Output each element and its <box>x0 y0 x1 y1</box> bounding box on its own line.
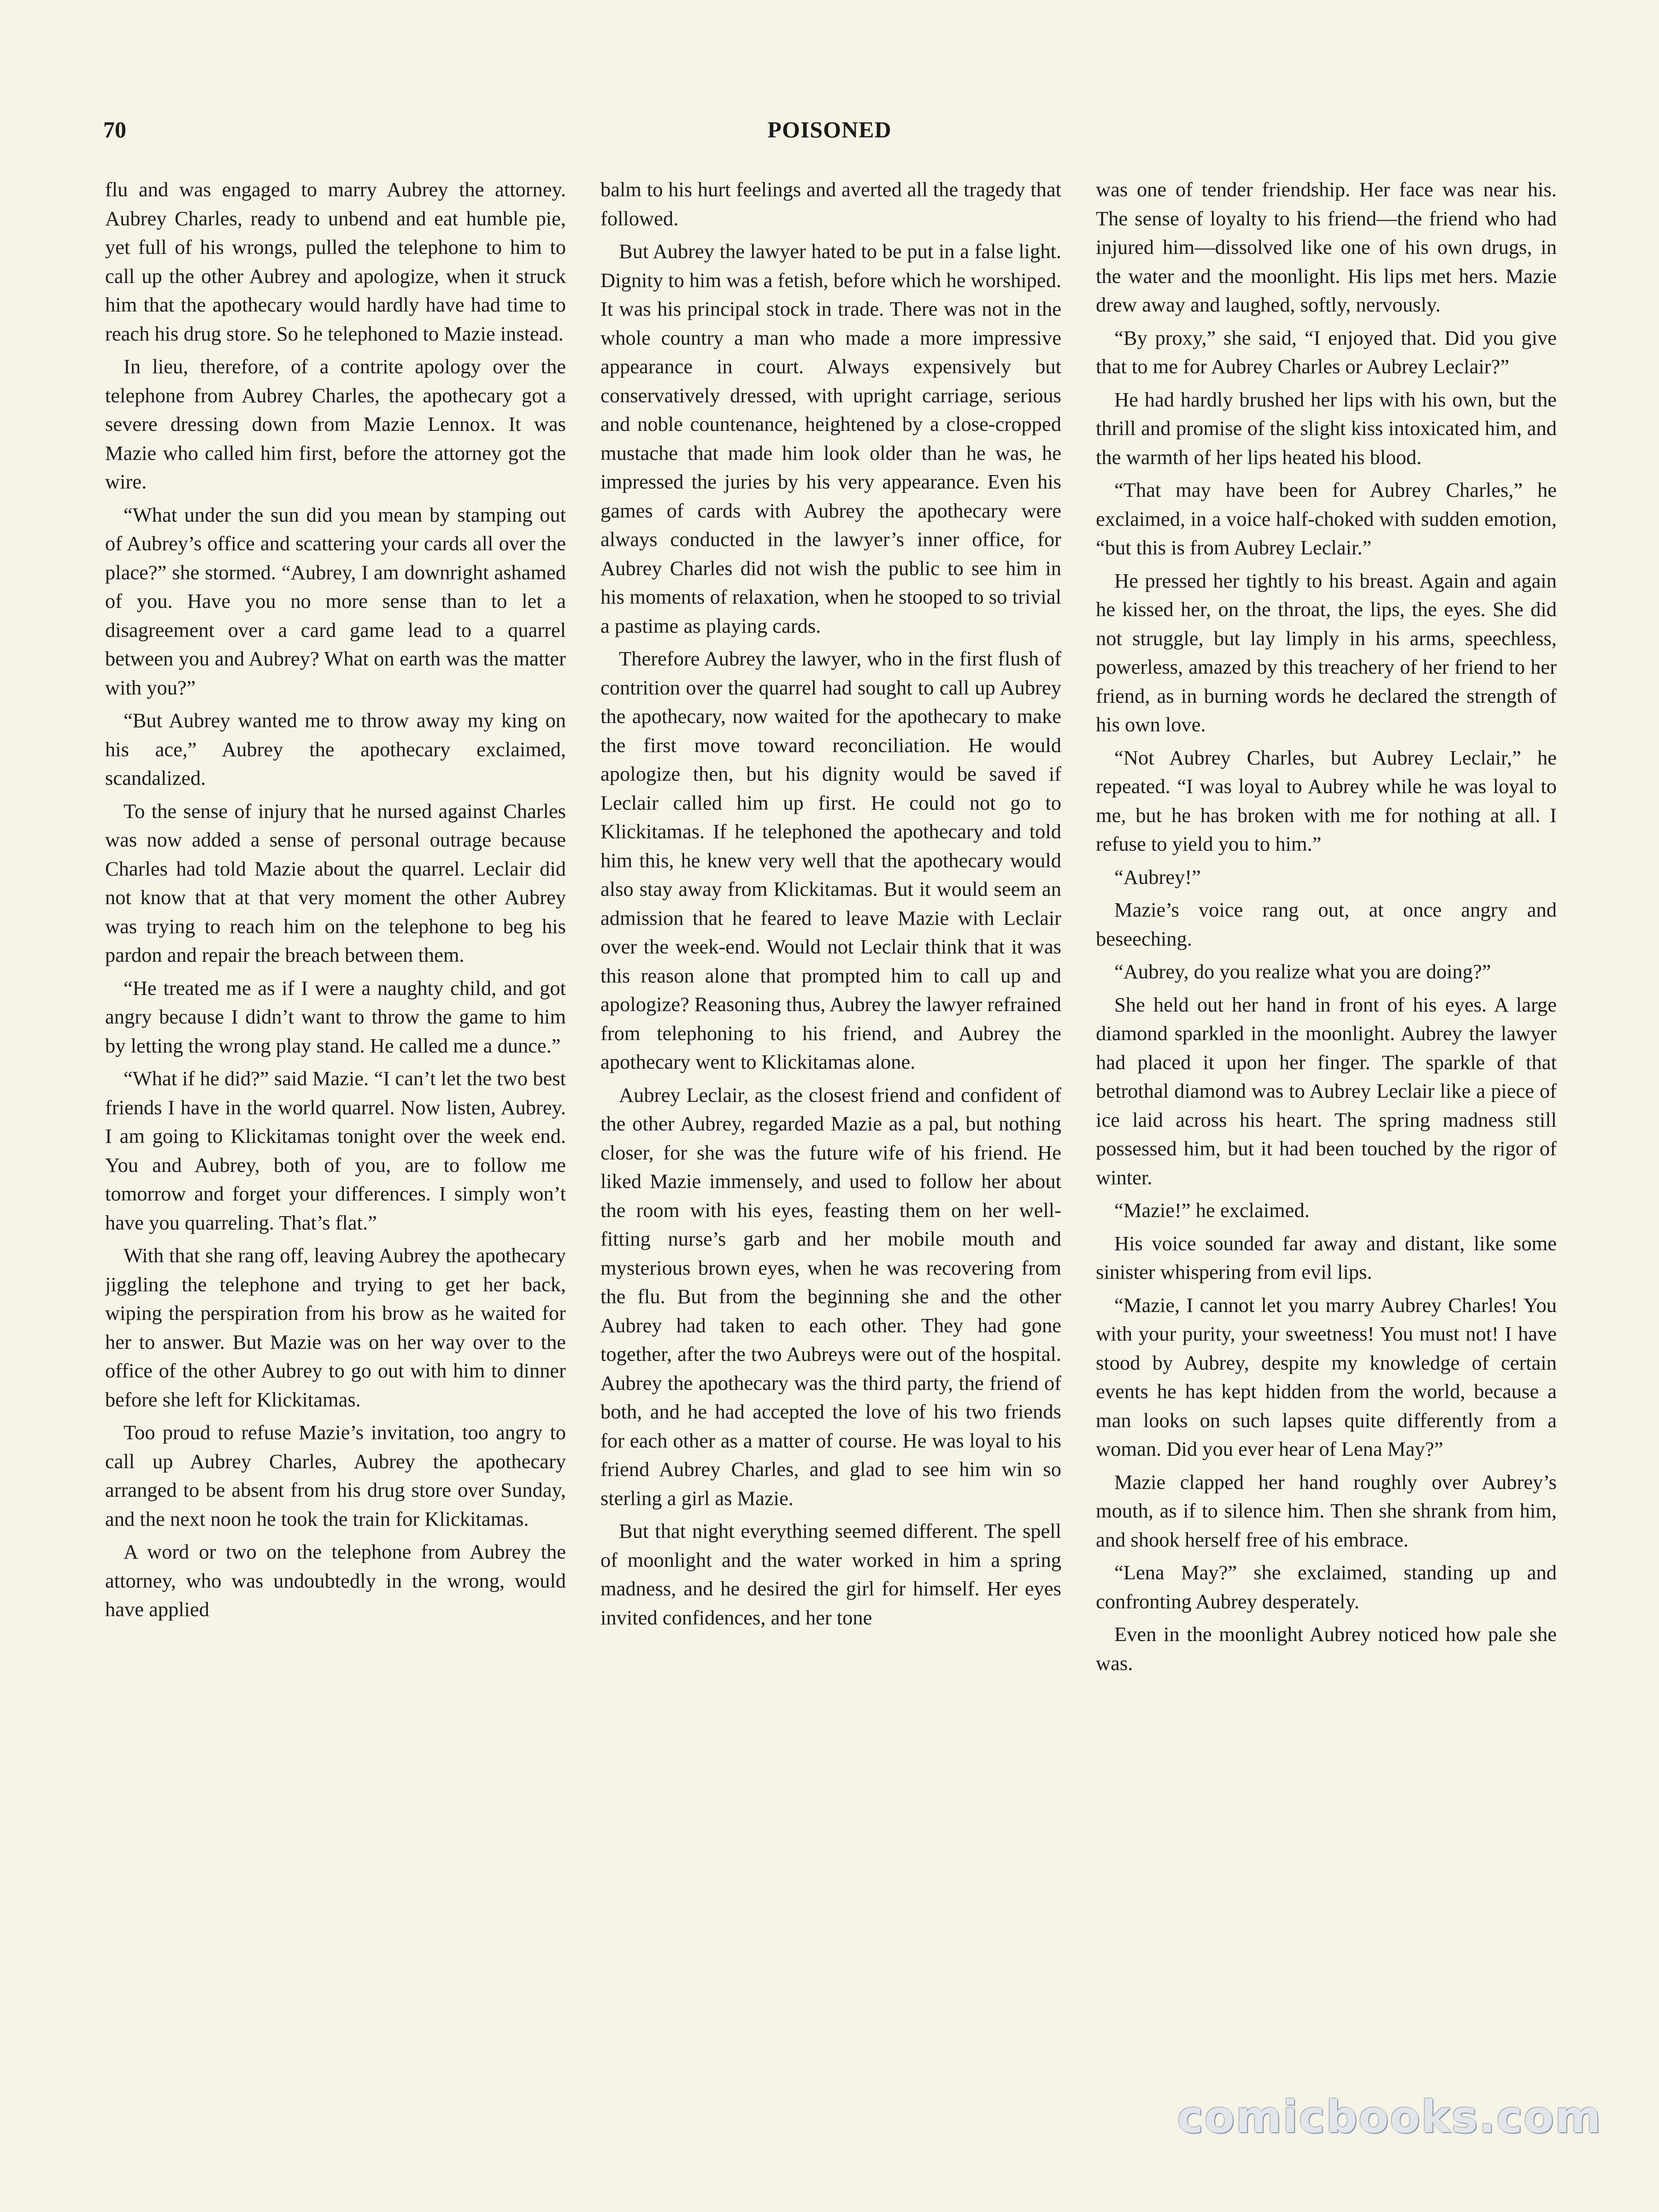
page-title: POISONED <box>767 117 892 142</box>
paragraph: His voice sounded far away and distant, like some sinister whispering from evil lips. <box>1096 1231 1557 1283</box>
paragraph: Even in the moonlight Aubrey noticed how pale she was. <box>1096 1623 1557 1675</box>
paragraph: “What under the sun did you mean by stamping out of Aubrey’s office and scattering your cards all over the place?” she stormed. “Aubrey, I am downright ashamed of you. Have you no more sense than to let a disagreement over a card game lead to a quarrel between you and Aubrey? What on earth was the matter with you?” <box>105 503 566 699</box>
paragraph: He had hardly brushed her lips with his own, but the thrill and promise of the slight kiss intoxicated him, and the warmth of her lips heated his blood. <box>1096 388 1557 469</box>
paragraph: A word or two on the telephone from Aubrey the attorney, who was undoubtedly in the wrong, would have applied <box>105 1540 566 1621</box>
paragraph: “But Aubrey wanted me to throw away my king on his ace,” Aubrey the apothecary exclaimed, scandalized. <box>105 709 566 789</box>
paragraph: flu and was engaged to marry Aubrey the attorney. Aubrey Charles, ready to unbend and eat humble pie, yet full of his wrongs, pulled the telephone to him to call up the other Aubrey and apologize, when it struck him that the apothecary would hardly have had time to reach his drug store. So he telephoned to Mazie instead. <box>105 178 566 345</box>
paragraph: “Aubrey!” <box>1114 865 1201 888</box>
paragraph: To the sense of injury that he nursed against Charles was now added a sense of personal outrage because Charles had told Mazie about the quarrel. Leclair did not know that at that very moment the other Aubrey was trying to reach him on the telephone to beg his pardon and repair the breach between them. <box>105 799 566 966</box>
paragraph: “Mazie!” he exclaimed. <box>1114 1199 1310 1222</box>
paragraph: “Lena May?” she exclaimed, standing up and confronting Aubrey desperately. <box>1096 1561 1557 1613</box>
paragraph: “What if he did?” said Mazie. “I can’t let the two best friends I have in the world quarrel. Now listen, Aubrey. I am going to Klickitamas tonight over the week end. You and Aubrey, both of you, are to follow me tomorrow and forget your differences. I simply won’t have you quarreling. That’s flat.” <box>105 1067 566 1234</box>
column-2 <box>600 175 1061 2078</box>
paragraph: “Aubrey, do you realize what you are doing?” <box>1114 960 1491 983</box>
paragraph: Therefore Aubrey the lawyer, who in the first flush of contrition over the quarrel had sought to call up Aubrey the apothecary, now waited for the apothecary to make the first move toward reconciliation. He would apologize then, but his dignity would be saved if Leclair called him up first. He could not go to Klickitamas. If he telephoned the apothecary and told him this, he knew very well that the apothecary would also stay away from Klickitamas. But it would seem an admission that he feared to leave Mazie with Leclair over the week-end. Would not Leclair think that it was this reason alone that prompted him to call up and apologize? Reasoning thus, Aubrey the lawyer refrained from telephoning to his friend, and Aubrey the apothecary went to Klickitamas alone. <box>600 647 1061 1073</box>
paragraph: Mazie clapped her hand roughly over Aubrey’s mouth, as if to silence him. Then she shrank from him, and shook herself free of his embrace. <box>1096 1470 1557 1551</box>
paragraph: “He treated me as if I were a naughty child, and got angry because I didn’t want to throw the game to him by letting the wrong play stand. He called me a dunce.” <box>105 976 566 1057</box>
paragraph: But that night everything seemed different. The spell of moonlight and the water worked in him a spring madness, and he desired the girl for himself. Her eyes invited confidences, and her tone <box>600 1519 1061 1629</box>
page-header <box>103 116 1556 153</box>
watermark-logo: comicbooks.com <box>1177 2091 1602 2143</box>
paragraph: She held out her hand in front of his eyes. A large diamond sparkled in the moonlight. Aubrey the lawyer had placed it upon her finger. The sparkle of that betrothal diamond was to Aubrey Leclair like a piece of ice laid across his heart. The spring madness still possessed him, but it had been touched by the rigor of winter. <box>1096 993 1557 1189</box>
page-number: 70 <box>103 117 126 142</box>
paragraph: Mazie’s voice rang out, at once angry and beseeching. <box>1096 898 1557 950</box>
paragraph: Aubrey Leclair, as the closest friend and confident of the other Aubrey, regarded Mazie as a pal, but nothing closer, for she was the future wife of his friend. He liked Mazie immensely, and used to follow her about the room with his eyes, feasting them on her well-fitting nurse’s garb and her mobile mouth and mysterious brown eyes, when he was recovering from the flu. But from the beginning she and the other Aubrey had taken to each other. They had gone together, after the two Aubreys were out of the hospital. Aubrey the apothecary was the third party, the friend of both, and he had accepted the love of his two friends for each other as a matter of course. He was loyal to his friend Aubrey Charles, and glad to see him win so sterling a girl as Mazie. <box>600 1083 1061 1510</box>
paragraph: Too proud to refuse Mazie’s invitation, too angry to call up Aubrey Charles, Aubrey the apothecary arranged to be absent from his drug store over Sunday, and the next noon he took the train for Klickitamas. <box>105 1421 566 1530</box>
paragraph: “That may have been for Aubrey Charles,” he exclaimed, in a voice half-choked with sudden emotion, “but this is from Aubrey Leclair.” <box>1096 478 1557 559</box>
column-3 <box>1096 175 1557 2078</box>
paragraph: With that she rang off, leaving Aubrey the apothecary jiggling the telephone and trying to get her back, wiping the perspiration from his brow as he waited for her to answer. But Mazie was on her way over to the office of the other Aubrey to go out with him to dinner before she left for Klickitamas. <box>105 1244 566 1411</box>
column-1 <box>105 175 566 2078</box>
paragraph: He pressed her tightly to his breast. Again and again he kissed her, on the throat, the lips, the eyes. She did not struggle, but lay limply in his arms, speechless, powerless, amazed by this treachery of her friend to her friend, as in burning words he declared the strength of his own love. <box>1096 569 1557 736</box>
paragraph: “By proxy,” she said, “I enjoyed that. Did you give that to me for Aubrey Charles or Aubrey Leclair?” <box>1096 326 1557 378</box>
paragraph: “Not Aubrey Charles, but Aubrey Leclair,” he repeated. “I was loyal to Aubrey while he was loyal to me, but he has broken with me for nothing at all. I refuse to yield you to him.” <box>1096 746 1557 855</box>
paragraph: balm to his hurt feelings and averted all the tragedy that followed. <box>600 178 1061 230</box>
paragraph: was one of tender friendship. Her face was near his. The sense of loyalty to his friend—the friend who had injured him—dissolved like one of his own drugs, in the water and the moonlight. His lips met hers. Mazie drew away and laughed, softly, nervously. <box>1096 178 1557 316</box>
paragraph: But Aubrey the lawyer hated to be put in a false light. Dignity to him was a fetish, before which he worshiped. It was his principal stock in trade. There was not in the whole country a man who made a more impressive appearance in court. Always expensively but conservatively dressed, with upright carriage, serious and noble countenance, heightened by a close-cropped mustache that made him look older than he was, he impressed the juries by his very appearance. Even his games of cards with Aubrey the apothecary were always conducted in the lawyer’s inner office, for Aubrey Charles did not wish the public to see him in his moments of relaxation, when he stooped to so trivial a pastime as playing cards. <box>600 240 1061 637</box>
text-columns <box>105 175 1557 2078</box>
paragraph: In lieu, therefore, of a contrite apology over the telephone from Aubrey Charles, the apothecary got a severe dressing down from Mazie Lennox. It was Mazie who called him first, before the attorney got the wire. <box>105 355 566 493</box>
paragraph: “Mazie, I cannot let you marry Aubrey Charles! You with your purity, your sweetness! You must not! I have stood by Aubrey, despite my knowledge of certain events he has kept hidden from the world, because a man looks on such lapses quite differently from a woman. Did you ever hear of Lena May?” <box>1096 1293 1557 1460</box>
